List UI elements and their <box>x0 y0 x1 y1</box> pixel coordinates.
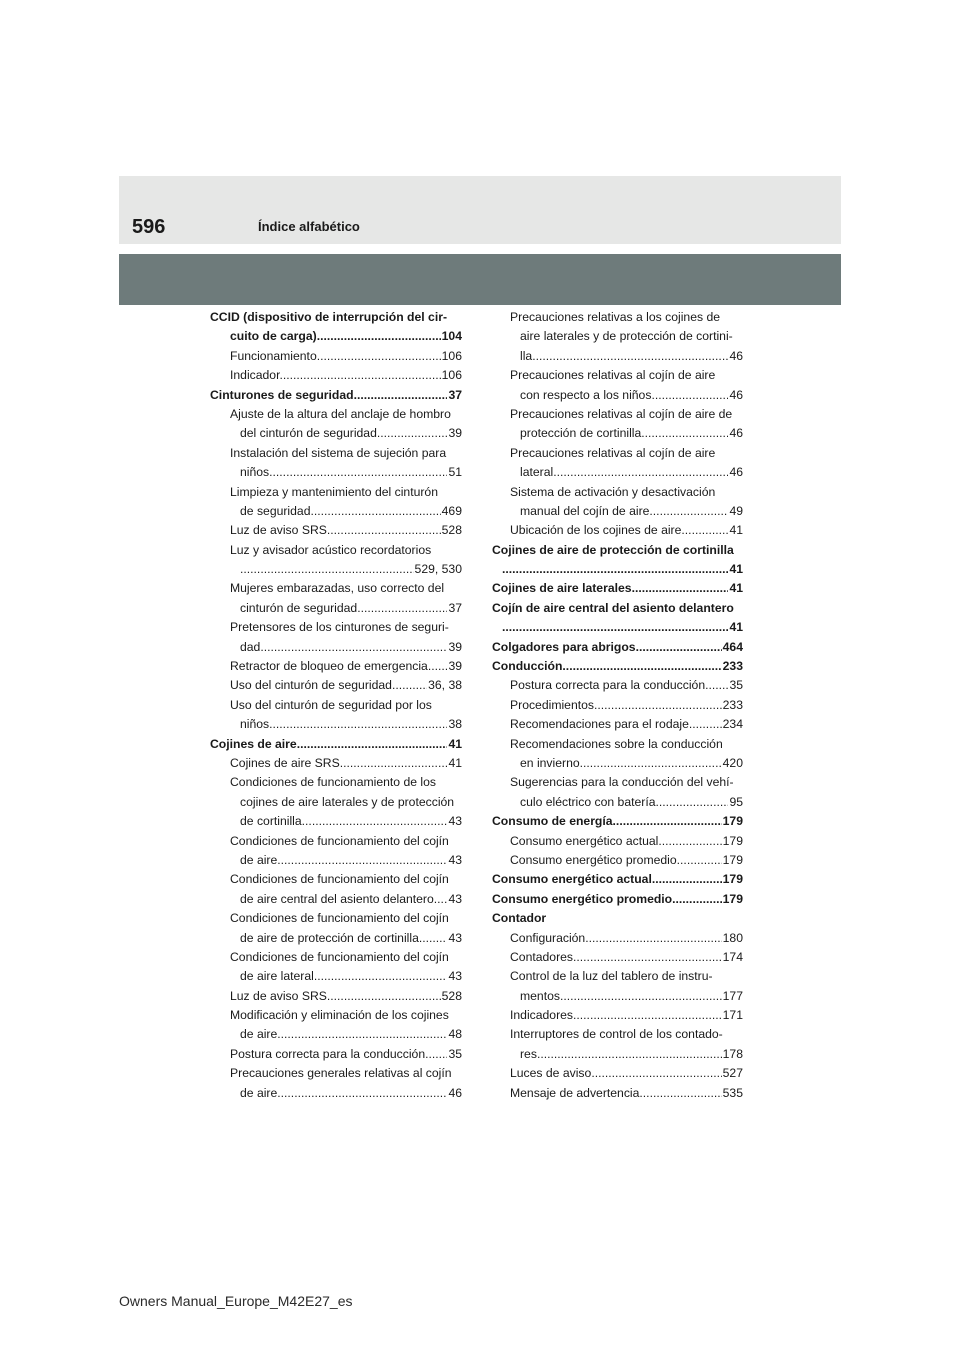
index-term: Condiciones de funcionamiento del cojín <box>230 911 449 926</box>
index-term: Postura correcta para la conducción <box>510 678 706 693</box>
dot-leader <box>553 465 743 479</box>
index-entry <box>492 308 743 327</box>
index-term: Mensaje de advertencia <box>510 1085 640 1100</box>
page-reference: 528 <box>441 987 462 1006</box>
page-reference: 49 <box>728 502 743 521</box>
dot-leader <box>585 931 743 945</box>
page-reference: 106 <box>441 366 462 385</box>
index-entry <box>492 347 743 366</box>
dot-leader <box>594 698 743 712</box>
index-entry <box>210 793 462 812</box>
dot-leader <box>260 640 462 654</box>
index-entry <box>492 444 743 463</box>
page-reference: 43 <box>447 967 462 986</box>
index-term: res <box>520 1046 537 1061</box>
index-entry <box>492 676 743 695</box>
index-term: Precauciones relativas a los cojines de <box>510 310 721 324</box>
index-entry <box>210 1006 462 1025</box>
page-reference: 38 <box>447 715 462 734</box>
index-term: Consumo energético actual <box>510 833 659 848</box>
index-entry <box>492 754 743 773</box>
dot-leader <box>632 581 743 595</box>
index-entry <box>210 502 462 521</box>
index-entry <box>492 521 743 540</box>
index-term: Retractor de bloqueo de emergencia <box>230 659 428 674</box>
index-entry <box>210 890 462 909</box>
index-entry <box>492 560 743 579</box>
index-entry <box>210 560 462 579</box>
dot-leader <box>302 814 462 828</box>
dot-leader <box>277 1086 462 1100</box>
index-term: Condiciones de funcionamiento del cojín <box>230 872 449 887</box>
index-entry <box>210 735 462 754</box>
page-reference: 39 <box>447 638 462 657</box>
dot-leader <box>277 853 462 867</box>
page-reference: 420 <box>722 754 743 773</box>
page-reference: 35 <box>728 676 743 695</box>
index-entry <box>492 483 743 502</box>
index-entry <box>492 424 743 443</box>
index-entry <box>210 463 462 482</box>
page-reference: 37 <box>447 386 462 405</box>
index-term: manual del cojín de aire <box>520 503 650 518</box>
index-entry <box>210 483 462 502</box>
index-entry <box>210 405 462 424</box>
index-entry <box>492 870 743 889</box>
index-entry <box>210 618 462 637</box>
index-term: Condiciones de funcionamiento del cojín <box>230 833 449 848</box>
page-reference: 43 <box>447 851 462 870</box>
index-term: Contadores <box>510 949 574 964</box>
index-term: Postura correcta para la conducción <box>230 1046 426 1061</box>
index-entry <box>210 347 462 366</box>
index-entry <box>210 1025 462 1044</box>
index-term: Uso del cinturón de seguridad por los <box>230 697 432 712</box>
header-band <box>119 176 841 244</box>
page-reference: 43 <box>447 890 462 909</box>
index-term: de aire de protección de cortinilla <box>240 930 419 945</box>
index-term: Pretensores de los cinturones de seguri- <box>230 620 449 635</box>
index-term: niños <box>240 717 270 732</box>
index-term: Precauciones relativas al cojín de aire de <box>510 406 733 421</box>
index-entry <box>492 890 743 909</box>
page-reference: 179 <box>722 812 743 831</box>
section-title: Índice alfabético <box>258 219 360 234</box>
page-reference: 46 <box>728 386 743 405</box>
index-term: Ajuste de la altura del anclaje de hombro <box>230 406 451 421</box>
index-term: Configuración <box>510 930 586 945</box>
index-term: Indicadores <box>510 1008 574 1023</box>
index-term: cuito de carga) <box>230 329 317 344</box>
index-term: Consumo energético promedio <box>492 891 673 906</box>
page-reference: 178 <box>722 1045 743 1064</box>
dot-leader <box>562 659 743 673</box>
page-reference: 41 <box>728 579 743 598</box>
index-term: lla <box>520 348 533 363</box>
page-reference: 46 <box>447 1084 462 1103</box>
index-term: de aire <box>240 852 278 867</box>
index-term: Precauciones relativas al cojín de aire <box>510 445 716 460</box>
dot-leader <box>277 1027 462 1041</box>
index-entry <box>210 812 462 831</box>
page-reference: 41 <box>728 521 743 540</box>
index-term: Luz de aviso SRS <box>230 523 327 538</box>
index-term: de cortinilla <box>240 814 302 829</box>
page-reference: 37 <box>447 599 462 618</box>
index-entry <box>492 1006 743 1025</box>
page-reference: 174 <box>722 948 743 967</box>
index-entry <box>492 1084 743 1103</box>
dot-leader <box>314 969 462 983</box>
index-term: Consumo energético actual <box>492 872 652 887</box>
index-term: Precauciones relativas al cojín de aire <box>510 368 716 383</box>
index-term: Condiciones de funcionamiento del cojín <box>230 949 449 964</box>
index-term: Cojín de aire central del asiento delantero <box>492 600 734 615</box>
dot-leader <box>591 1066 743 1080</box>
index-entry <box>210 386 462 405</box>
dot-leader <box>310 504 462 518</box>
index-entry <box>492 735 743 754</box>
index-entry <box>210 444 462 463</box>
index-entry <box>210 715 462 734</box>
index-entry <box>210 987 462 1006</box>
page-reference: 46 <box>728 463 743 482</box>
dot-leader <box>354 388 462 402</box>
index-entry <box>210 424 462 443</box>
index-term: de aire central del asiento delantero <box>240 891 434 906</box>
index-entry <box>492 793 743 812</box>
index-term: de aire lateral <box>240 969 314 984</box>
page-reference: 528 <box>441 521 462 540</box>
page-reference: 51 <box>447 463 462 482</box>
index-term: de aire <box>240 1027 278 1042</box>
index-term: Cojines de aire de protección de cortinilla <box>492 542 734 557</box>
page-reference: 171 <box>722 1006 743 1025</box>
index-entry <box>210 832 462 851</box>
index-term: Sugerencias para la conducción del vehí- <box>510 775 734 790</box>
dot-leader <box>279 368 462 382</box>
page-reference: 469 <box>441 502 462 521</box>
index-term: dad <box>240 639 261 654</box>
index-term: cinturón de seguridad <box>240 600 358 615</box>
page-reference: 41 <box>728 560 743 579</box>
index-column-right <box>492 308 743 1103</box>
index-entry <box>492 773 743 792</box>
index-entry <box>210 967 462 986</box>
index-entry <box>210 754 462 773</box>
page-reference: 43 <box>447 929 462 948</box>
page-reference: 234 <box>722 715 743 734</box>
index-term: Cojines de aire <box>210 736 297 751</box>
index-entry <box>210 851 462 870</box>
index-term: Recomendaciones sobre la conducción <box>510 736 723 751</box>
index-term: Ubicación de los cojines de aire <box>510 523 682 538</box>
index-entry <box>210 657 462 676</box>
dot-leader <box>580 756 743 770</box>
page-reference: 233 <box>722 696 743 715</box>
header-dark-band <box>119 254 841 305</box>
page-reference: 180 <box>722 929 743 948</box>
index-term: aire laterales y de protección de cortini- <box>520 329 733 344</box>
page-reference: 106 <box>441 347 462 366</box>
index-column-left <box>210 308 462 1103</box>
index-entry <box>492 987 743 1006</box>
page-reference: 535 <box>722 1084 743 1103</box>
index-term: Cojines de aire laterales <box>492 581 632 596</box>
dot-leader <box>502 562 743 576</box>
index-term: Condiciones de funcionamiento de los <box>230 775 436 790</box>
page-reference: 39 <box>447 424 462 443</box>
dot-leader <box>269 717 462 731</box>
index-term: de seguridad <box>240 503 311 518</box>
dot-leader <box>537 1047 743 1061</box>
page-reference: 35 <box>447 1045 462 1064</box>
index-term: del cinturón de seguridad <box>240 426 377 441</box>
index-term: Uso del cinturón de seguridad <box>230 678 392 693</box>
index-entry <box>492 715 743 734</box>
dot-leader <box>532 349 743 363</box>
dot-leader <box>560 989 743 1003</box>
index-term: Control de la luz del tablero de instru- <box>510 969 713 984</box>
index-term: Conducción <box>492 659 563 674</box>
index-term: con respecto a los niños <box>520 387 652 402</box>
index-term: Luz de aviso SRS <box>230 988 327 1003</box>
index-term: Consumo energético promedio <box>510 852 677 867</box>
index-entry <box>210 327 462 346</box>
index-term: Limpieza y mantenimiento del cinturón <box>230 484 438 499</box>
index-entry <box>492 657 743 676</box>
index-entry <box>492 366 743 385</box>
page-reference: 46 <box>728 347 743 366</box>
index-entry <box>492 502 743 521</box>
index-entry <box>492 541 743 560</box>
page-reference: 464 <box>722 638 743 657</box>
index-entry <box>210 773 462 792</box>
index-entry <box>492 638 743 657</box>
page-reference: 41 <box>728 618 743 637</box>
page-reference: 39 <box>447 657 462 676</box>
index-term: Instalación del sistema de sujeción para <box>230 445 447 460</box>
index-term: lateral <box>520 465 554 480</box>
index-entry <box>492 327 743 346</box>
page-reference: 36, 38 <box>427 676 462 695</box>
index-entry <box>210 676 462 695</box>
index-term: Indicador <box>230 368 280 383</box>
page-reference: 527 <box>722 1064 743 1083</box>
dot-leader <box>269 465 462 479</box>
index-entry <box>492 1064 743 1083</box>
page-reference: 95 <box>728 793 743 812</box>
index-term: culo eléctrico con batería <box>520 794 656 809</box>
index-entry <box>210 308 462 327</box>
index-term: Recomendaciones para el rodaje <box>510 717 689 732</box>
dot-leader <box>297 737 462 751</box>
index-entry <box>492 696 743 715</box>
index-term: Procedimientos <box>510 697 594 712</box>
index-term: Colgadores para abrigos <box>492 639 636 654</box>
index-entry <box>492 579 743 598</box>
page-reference: 179 <box>722 870 743 889</box>
index-entry <box>210 1064 462 1083</box>
page-reference: 233 <box>722 657 743 676</box>
dot-leader <box>340 756 462 770</box>
index-entry <box>492 405 743 424</box>
index-term: cojines de aire laterales y de protección <box>240 794 455 809</box>
page-number: 596 <box>132 216 166 238</box>
dot-leader <box>357 601 462 615</box>
index-term: Consumo de energía <box>492 814 613 829</box>
page-reference: 43 <box>447 812 462 831</box>
index-term: Cinturones de seguridad <box>210 387 354 402</box>
page-reference: 179 <box>722 890 743 909</box>
page-reference: 179 <box>722 832 743 851</box>
index-term: Precauciones generales relativas al cojín <box>230 1066 452 1081</box>
index-entry <box>210 909 462 928</box>
dot-leader <box>573 950 743 964</box>
dot-leader <box>573 1008 743 1022</box>
index-term: Contador <box>492 911 547 926</box>
index-term: Funcionamiento <box>230 348 317 363</box>
index-entry <box>210 638 462 657</box>
index-term: Sistema de activación y desactivación <box>510 484 716 499</box>
index-entry <box>492 929 743 948</box>
index-term: mentos <box>520 988 560 1003</box>
index-term: niños <box>240 465 270 480</box>
page-reference: 529, 530 <box>414 560 462 579</box>
page-reference: 41 <box>447 735 462 754</box>
index-term: Mujeres embarazadas, uso correcto del <box>230 581 445 596</box>
index-entry <box>492 948 743 967</box>
page-reference: 177 <box>722 987 743 1006</box>
index-entry <box>492 599 743 618</box>
page-reference: 46 <box>728 424 743 443</box>
index-entry <box>210 521 462 540</box>
index-entry <box>210 579 462 598</box>
index-entry <box>210 696 462 715</box>
index-entry <box>492 618 743 637</box>
index-term: protección de cortinilla <box>520 426 642 441</box>
index-entry <box>210 541 462 560</box>
index-term: Luz y avisador acústico recordatorios <box>230 542 432 557</box>
index-entry <box>492 386 743 405</box>
page-reference: 104 <box>441 327 462 346</box>
page-reference: 179 <box>722 851 743 870</box>
index-term: Cojines de aire SRS <box>230 755 340 770</box>
index-term: Luces de aviso <box>510 1066 592 1081</box>
index-entry <box>492 463 743 482</box>
index-entry <box>492 851 743 870</box>
index-term: en invierno <box>520 755 580 770</box>
index-entry <box>492 909 743 928</box>
index-term: Interruptores de control de los contado- <box>510 1027 723 1042</box>
index-entry <box>210 948 462 967</box>
index-entry <box>210 1045 462 1064</box>
index-term: de aire <box>240 1085 278 1100</box>
footer-doc-id: Owners Manual_Europe_M42E27_es <box>119 1293 353 1309</box>
index-term: CCID (dispositivo de interrupción del cir- <box>210 310 448 324</box>
index-term: Modificación y eliminación de los cojines <box>230 1008 449 1023</box>
page-reference: 41 <box>447 754 462 773</box>
index-entry <box>492 812 743 831</box>
index-entry <box>210 599 462 618</box>
index-entry <box>492 832 743 851</box>
dot-leader <box>502 620 743 634</box>
index-entry <box>492 1025 743 1044</box>
index-entry <box>492 967 743 986</box>
index-entry <box>210 366 462 385</box>
index-entry <box>210 870 462 889</box>
index-entry <box>492 1045 743 1064</box>
index-entry <box>210 1084 462 1103</box>
index-entry <box>210 929 462 948</box>
page-reference: 48 <box>447 1025 462 1044</box>
